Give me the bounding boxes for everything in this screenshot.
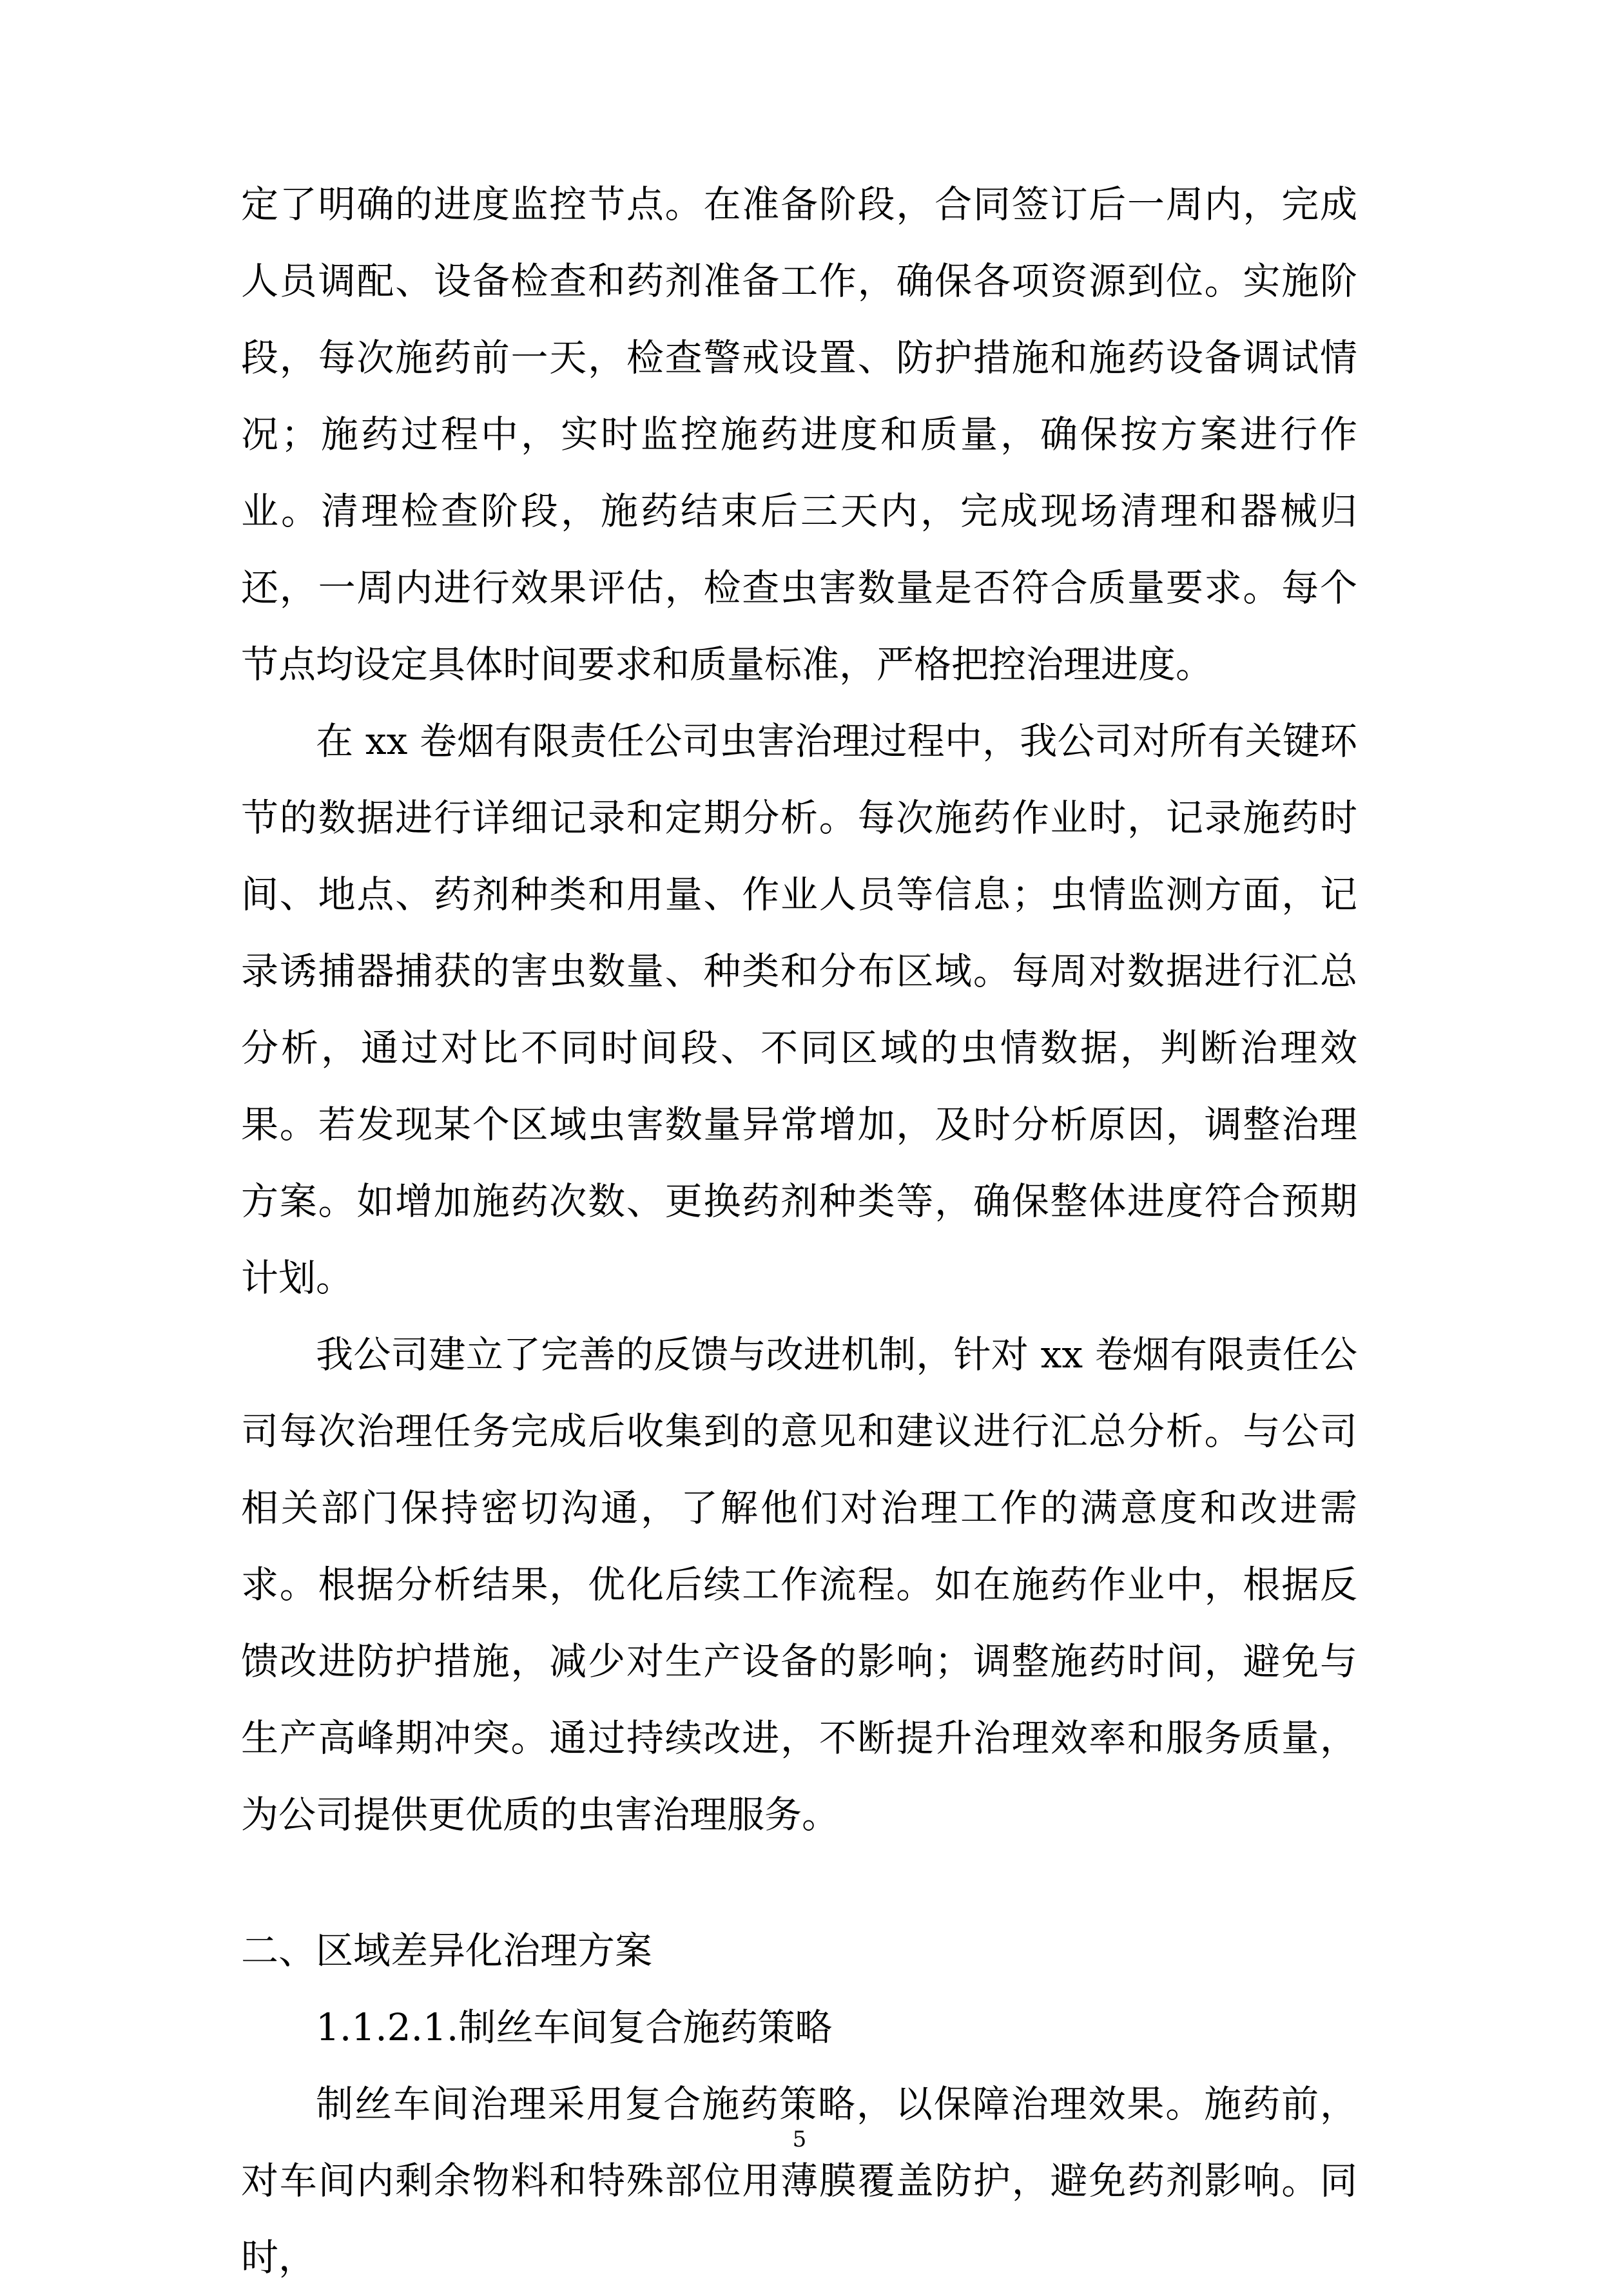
paragraph-feedback-improvement: 我公司建立了完善的反馈与改进机制，针对 xx 卷烟有限责任公司每次治理任务完成后收集到的意见和建议进行汇总分析。与公司相关部门保持密切沟通，了解他们对治理工作的满意度和改进需求。根据分析结果，优化后续工作流程。如在施药作业中，根据反馈改进防护措施，减少对生产设备的影响；调整施药时间，避免与生产高峰期冲突。通过持续改进，不断提升治理效率和服务质量，为公司提供更优质的虫害治理服务。 [241, 1333, 1357, 1837]
paragraph-data-analysis: 在 xx 卷烟有限责任公司虫害治理过程中，我公司对所有关键环节的数据进行详细记录和定期分析。每次施药作业时，记录施药时间、地点、药剂种类和用量、作业人员等信息；虫情监测方面，记录诱捕器捕获的害虫数量、种类和分布区域。每周对数据进行汇总分析，通过对比不同时间段、不同区域的虫情数据，判断治理效果。若发现某个区域虫害数量异常增加，及时分析原因，调整治理方案。如增加施药次数、更换药剂种类等，确保整体进度符合预期计划。 [241, 719, 1357, 1300]
page-number: 5 [792, 2127, 807, 2152]
subsection-heading: 1.1.2.1.制丝车间复合施药策略 [316, 2005, 833, 2049]
section-heading: 二、区域差异化治理方案 [241, 1929, 653, 1973]
paragraph-progress-monitoring: 定了明确的进度监控节点。在准备阶段，合同签订后一周内，完成人员调配、设备检查和药剂准备工作，确保各项资源到位。实施阶段，每次施药前一天，检查警戒设置、防护措施和施药设备调试情况；施药过程中，实时监控施药进度和质量，确保按方案进行作业。清理检查阶段，施药结束后三天内，完成现场清理和器械归还，一周内进行效果评估，检查虫害数量是否符合质量要求。每个节点均设定具体时间要求和质量标准，严格把控治理进度。 [241, 182, 1357, 686]
document-body [241, 166, 1357, 2296]
paragraph-composite-strategy: 制丝车间治理采用复合施药策略，以保障治理效果。施药前，对车间内剩余物料和特殊部位用薄膜覆盖防护，避免药剂影响。同时， [241, 2082, 1357, 2279]
